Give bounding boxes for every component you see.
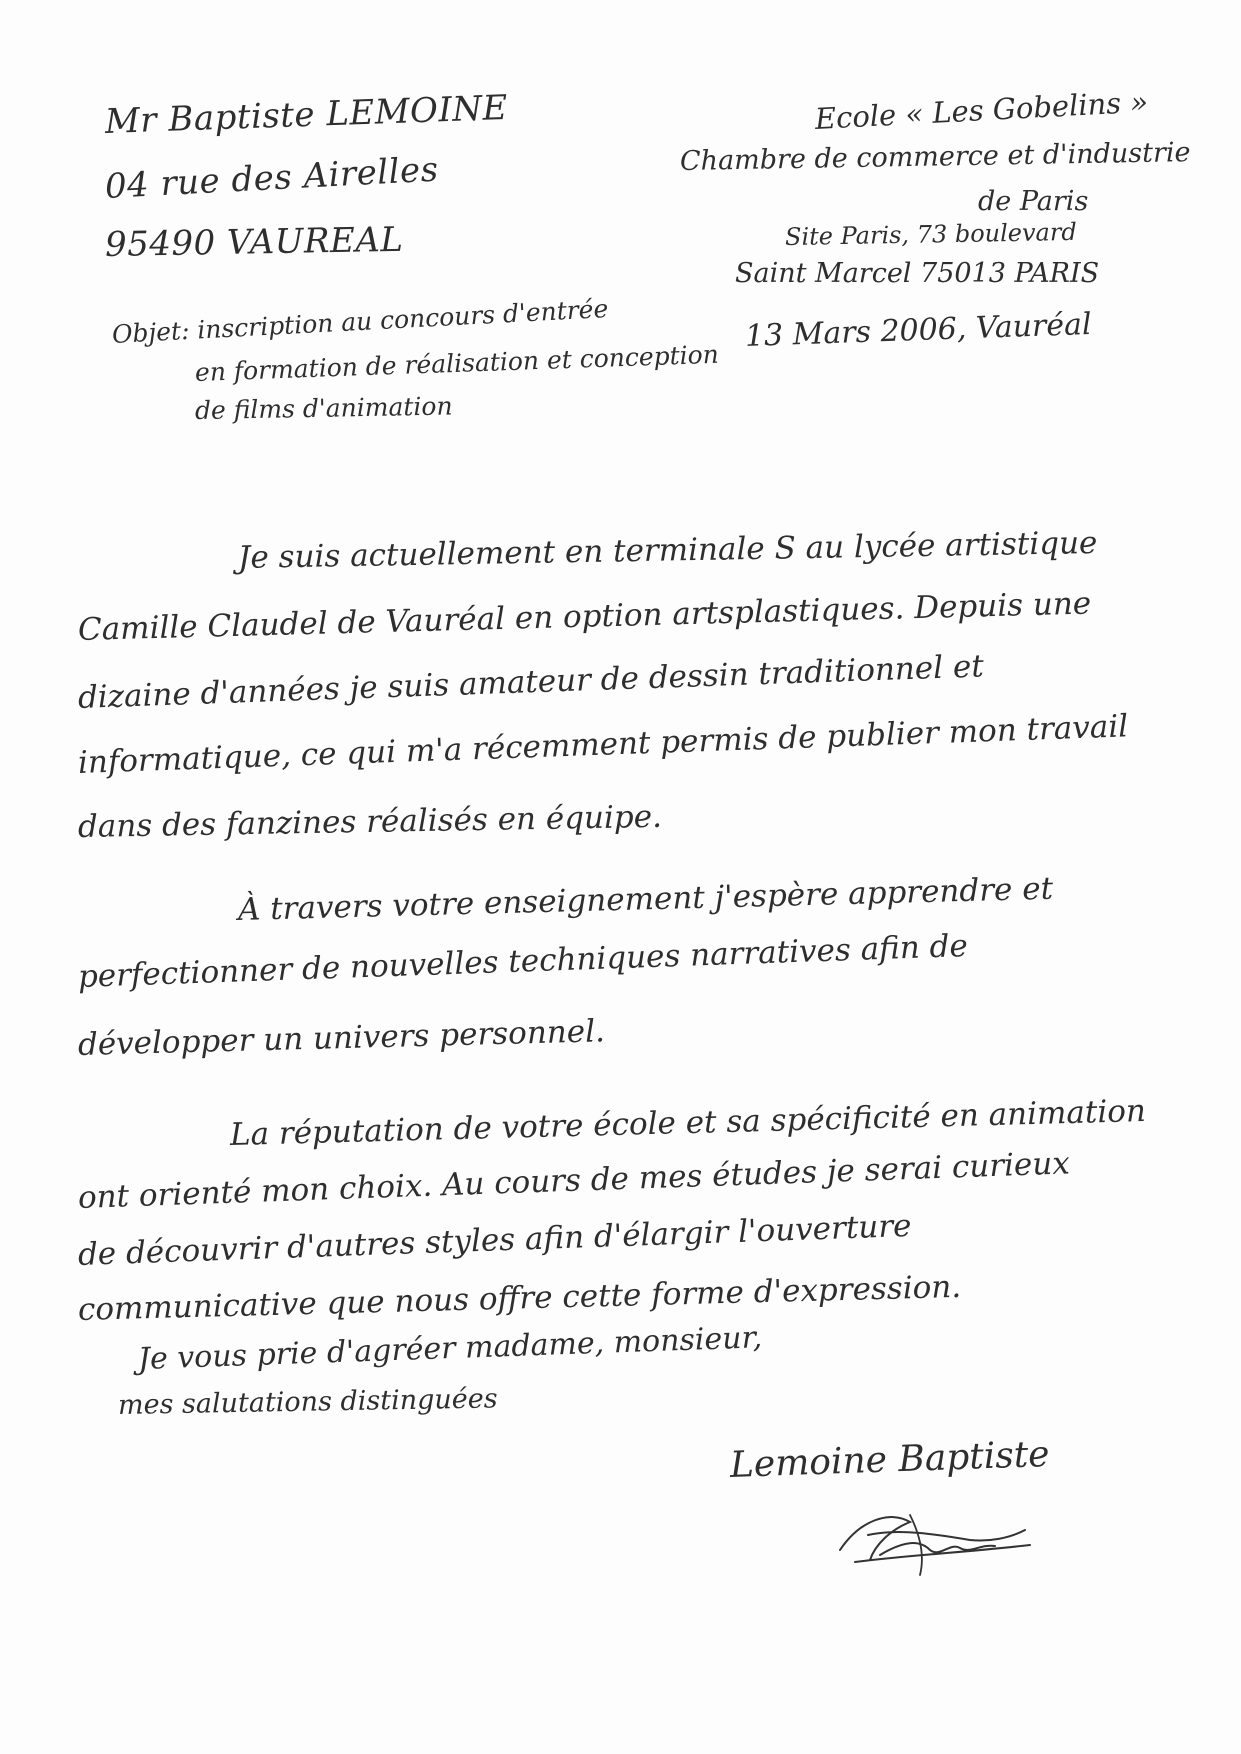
recipient-address-line2: Saint Marcel 75013 PARIS — [735, 258, 1100, 289]
body-line: perfectionner de nouvelles techniques narratives afin de — [77, 927, 969, 995]
body-line: La réputation de votre école et sa spécificité en animation — [229, 1093, 1147, 1153]
body-line: communicative que nous offre cette forme d'expression. — [77, 1268, 962, 1328]
body-line: Je suis actuellement en terminale S au lycée artistique — [237, 525, 1098, 576]
sender-name: Mr Baptiste LEMOINE — [104, 87, 509, 142]
body-line: dizaine d'années je suis amateur de dessin traditionnel et — [77, 648, 985, 716]
recipient-org-line1: Chambre de commerce et d'industrie — [679, 137, 1191, 177]
sender-city: 95490 VAUREAL — [104, 219, 404, 265]
date-place: 13 Mars 2006, Vauréal — [744, 306, 1093, 354]
handwritten-signature — [820, 1500, 1040, 1580]
body-line: informatique, ce qui m'a récemment permis de publier mon travail — [77, 708, 1129, 781]
body-line: développer un univers personnel. — [77, 1013, 606, 1063]
recipient-address-line1: Site Paris, 73 boulevard — [784, 217, 1077, 251]
subject-line: en formation de réalisation et conception — [194, 339, 720, 387]
body-line: de découvrir d'autres styles afin d'élargir l'ouverture — [77, 1207, 913, 1273]
body-line: Camille Claudel de Vauréal en option artsplastiques. Depuis une — [77, 585, 1092, 648]
recipient-org-line2: de Paris — [978, 186, 1089, 217]
body-line: dans des fanzines réalisés en équipe. — [77, 798, 663, 845]
closing-line: mes salutations distinguées — [117, 1383, 498, 1421]
body-line: À travers votre enseignement j'espère apprendre et — [237, 870, 1054, 928]
sender-street: 04 rue des Airelles — [103, 149, 440, 207]
signature-name: Lemoine Baptiste — [729, 1433, 1051, 1486]
subject-line: Objet: inscription au concours d'entrée — [111, 294, 609, 349]
closing-line: Je vous prie d'agréer madame, monsieur, — [137, 1320, 763, 1377]
body-line: ont orienté mon choix. Au cours de mes études je serai curieux — [77, 1145, 1071, 1216]
recipient-school: Ecole « Les Gobelins » — [814, 84, 1149, 136]
subject-line: de films d'animation — [194, 391, 453, 425]
